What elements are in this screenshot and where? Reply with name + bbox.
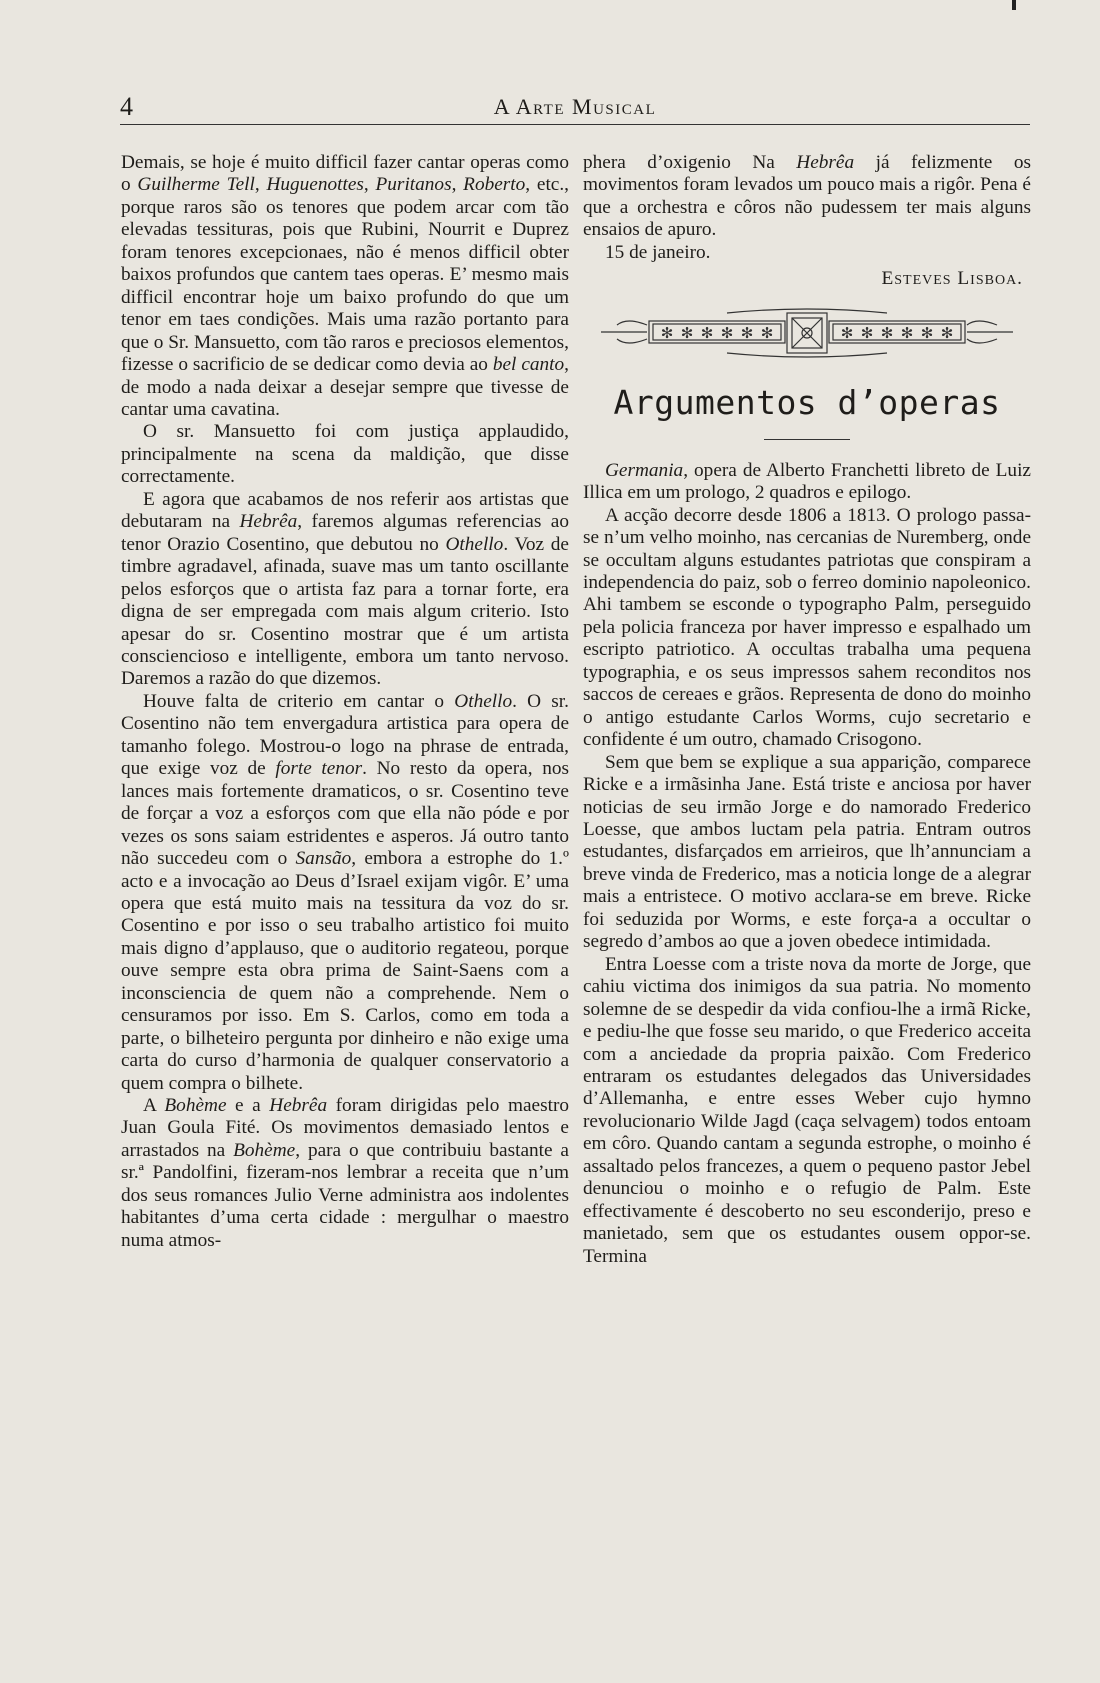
text-run: foram dirigidas pelo maestro Juan Goula Fité. Os movimentos demasiado lentos e arrastados na (121, 1095, 570, 1161)
text-run: O sr. Mansuetto foi com justiça applaudido, principalmente na scena da maldição, que disse correctamente. (121, 421, 569, 488)
text-run: , de modo a nada deixar a desejar sempre que tivesse de cantar uma cavatina. (121, 354, 569, 420)
text-run: , para o que contribuiu bastante a sr.ª Pandolfini, fizeram-nos lembrar a receita que n’um dos seus romances Julio Verne administra aos indolentes habitantes d’uma certa cidade : mergulhar o maestro numa atmos- (121, 1139, 569, 1251)
italic-title-text: forte tenor (275, 758, 363, 780)
svg-text:✻: ✻ (860, 323, 874, 342)
italic-title-text: Puritanos (375, 174, 452, 196)
text-run: . O sr. Cosentino não tem envergadura artistica para opera de tamanho folego. Mostrou-o logo na phrase de entrada, que exige voz de (121, 690, 569, 780)
italic-title-text: Hebrêa (239, 511, 298, 533)
italic-title-text: Guilherme Tell (137, 174, 255, 196)
text-run: . Voz de timbre agradavel, afinada, suave mas um tanto oscillante pelos esforços que o artista faz para a tornar forte, era digna de ser empregada com mais algum criterio. Isto apesar do sr. Cosentino mostrar que é um artista consciencioso e intelligente, embora um tanto nervoso. Daremos a razão do que dizemos. (121, 533, 569, 690)
text-run: A (143, 1095, 165, 1117)
italic-title-text: Othello (454, 690, 513, 712)
svg-text:✻: ✻ (680, 323, 694, 342)
italic-title-text: Germania (605, 459, 684, 481)
text-run: Demais, se hoje é muito difficil fazer cantar operas como o (121, 152, 569, 196)
paragraph (121, 1095, 569, 1252)
text-run: E agora que acabamos de nos referir aos artistas que debutaram na (121, 488, 569, 533)
svg-text:✻: ✻ (940, 323, 954, 342)
page-number: 4 (120, 92, 133, 121)
text-run: Houve falta de criterio em cantar o (143, 690, 455, 712)
paragraph (121, 489, 569, 691)
corner-ink-mark (1012, 0, 1016, 10)
italic-title-text: Huguenottes (266, 174, 364, 196)
text-run: A acção decorre desde 1806 a 1813. O prologo passa-se n’um velho moinho, nas cercanias de Nuremberg, onde se occultam alguns estudantes patriotas que conspiram a independencia do paiz, sob o ferreo dominio napoleonico. Ahi tambem se esconde o typographo Palm, perseguido pela policia franceza por haver impresso e espalhado um escripto patriotico. A occultas trabalha uma pequena typographia, e os seus impressos sahem reconditos nos saccos de cereaes e grãos. Representa de dono do moinho o antigo estudante Carlos Worms, cujo secretario e confidente é um outro, chamado Crisogono. (583, 504, 1031, 751)
italic-title-text: bel canto (492, 354, 565, 376)
text-run: , embora a estrophe do 1.º acto e a invocação ao Deus d’Israel exijam vigôr. E’ uma opera que está muito mais na tessitura da voz do sr. Cosentino e por isso o seu trabalho artistico foi muito mais digno d’applauso, que o auditorio regateou, porque ouve sempre esta obra prima de Saint-Saens com a inconsciencia de quem não a comprehende. Nem o censuramos por isso. Em S. Carlos, como em toda a parte, o bilheteiro pergunta por dinheiro e não exige uma carta do curso d’harmonia de qualquer conservatorio a quem compra o bilhete. (121, 848, 569, 1094)
author-signature: Esteves Lisboa. (881, 268, 1023, 290)
italic-title-text: Bohème (233, 1139, 296, 1161)
page-header (120, 90, 1030, 125)
text-run: já felizmente os movimentos foram levados um pouco mais a rigôr. Pena é que a orchestra e côros não pudessem ter mais alguns ensaios de apuro. (583, 152, 1031, 241)
svg-text:✻: ✻ (740, 323, 754, 342)
text-run: phera d’oxigenio Na (583, 152, 797, 173)
text-run: , opera de Alberto Franchetti libreto de Luiz Illica em um prologo, 2 quadros e epilogo. (583, 459, 1031, 504)
decorative-rule-ornament-icon (597, 307, 1017, 359)
paragraph (583, 752, 1031, 954)
date-line: 15 de janeiro. (605, 241, 711, 263)
text-run: , (254, 174, 267, 196)
text-run: . No resto da opera, nos lances mais fortemente dramaticos, o sr. Cosentino teve de forçar a voz a esforços com que ella não póde e por vezes os sons saiam estridentes e asperos. Já outro tanto não succedeu com o (121, 758, 570, 870)
text-run: , (451, 174, 464, 196)
paragraph (583, 152, 1031, 242)
italic-title-text: Hebrêa (796, 152, 855, 173)
paragraph (121, 152, 569, 421)
svg-text:✻: ✻ (700, 323, 714, 342)
svg-text:✻: ✻ (900, 323, 914, 342)
left-column (121, 152, 569, 1252)
paragraph (121, 691, 569, 1095)
italic-title-text: Othello (445, 533, 504, 555)
svg-text:✻: ✻ (920, 323, 934, 342)
running-title: A Arte Musical (493, 94, 657, 119)
svg-text:✻: ✻ (760, 323, 774, 342)
italic-title-text: Roberto (463, 174, 526, 196)
paragraph (121, 421, 569, 488)
paragraph (583, 954, 1031, 1268)
paragraph (583, 505, 1031, 752)
article-body (583, 460, 1031, 1268)
svg-text:✻: ✻ (720, 323, 734, 342)
paragraph (583, 460, 1031, 505)
section-title: Argumentos d’operas (613, 382, 1001, 422)
svg-text:✻: ✻ (880, 323, 894, 342)
text-run: , faremos algumas referencias ao tenor Orazio Cosentino, que debutou no (121, 511, 569, 555)
text-run: , (363, 174, 376, 196)
italic-title-text: Bohème (164, 1095, 227, 1117)
text-run: Sem que bem se explique a sua apparição, comparece Ricke e a irmãsinha Jane. Está triste e anciosa por haver noticias de seu irmão Jorge e do namorado Frederico Loesse, que ambos luctam pela patria. Entram outros estudantes, disfarçados em arrieiros, que lh’annunciam a breve vinda de Frederico, mas a noticia longe de a alegrar mais a entristece. O motivo acclara-se em breve. Ricke foi seduzida por Worms, e este força-a a occultar o segredo d’ambos ao que a joven obedece intimidada. (583, 751, 1031, 953)
text-run: Entra Loesse com a triste nova da morte de Jorge, que cahiu victima dos inimigos da sua patria. No momento solemne de se despedir da vida confiou-lhe a irmã Ricke, e pediu-lhe que fosse seu marido, o que Frederico acceita com a anciedade da propria paixão. Com Frederico entraram os estudantes delegados das Universidades d’Allemanha, e entre esses Weber cujo hymno revolucionario Wilde Jagd (caça selvagem) todos entoam em côro. Quando cantam a segunda estrophe, o moinho é assaltado pelos francezes, a quem o pequeno pastor Jebel denunciou o moinho e o refugio de Palm. Este effectivamente é descoberto no seu esconderijo, preso e manietado, sem que os estudantes ousem oppor-se. Termina (583, 953, 1031, 1267)
right-column (583, 152, 1031, 1268)
left-column-body (121, 152, 569, 1252)
text-run: e a (226, 1095, 270, 1117)
title-underline-rule (764, 439, 850, 440)
italic-title-text: Sansão (295, 848, 352, 870)
previous-article-ending (583, 152, 1031, 242)
italic-title-text: Hebrêa (269, 1095, 328, 1117)
text-run: , etc., porque raros são os tenores que podem arcar com tão elevadas tessituras, pois que Rubini, Nourrit e Duprez foram tenores excepcionaes, não é menos difficil obter baixos profundos que cantem taes operas. E’ mesmo mais difficil encontrar hoje um baixo profundo do que um tenor em taes condições. Mais uma razão portanto para que o Sr. Mansuetto, com tão raros e preciosos elementos, fizesse o sacrificio de se dedicar como devia ao (121, 174, 569, 376)
svg-text:✻: ✻ (840, 323, 854, 342)
svg-text:✻: ✻ (660, 323, 674, 342)
